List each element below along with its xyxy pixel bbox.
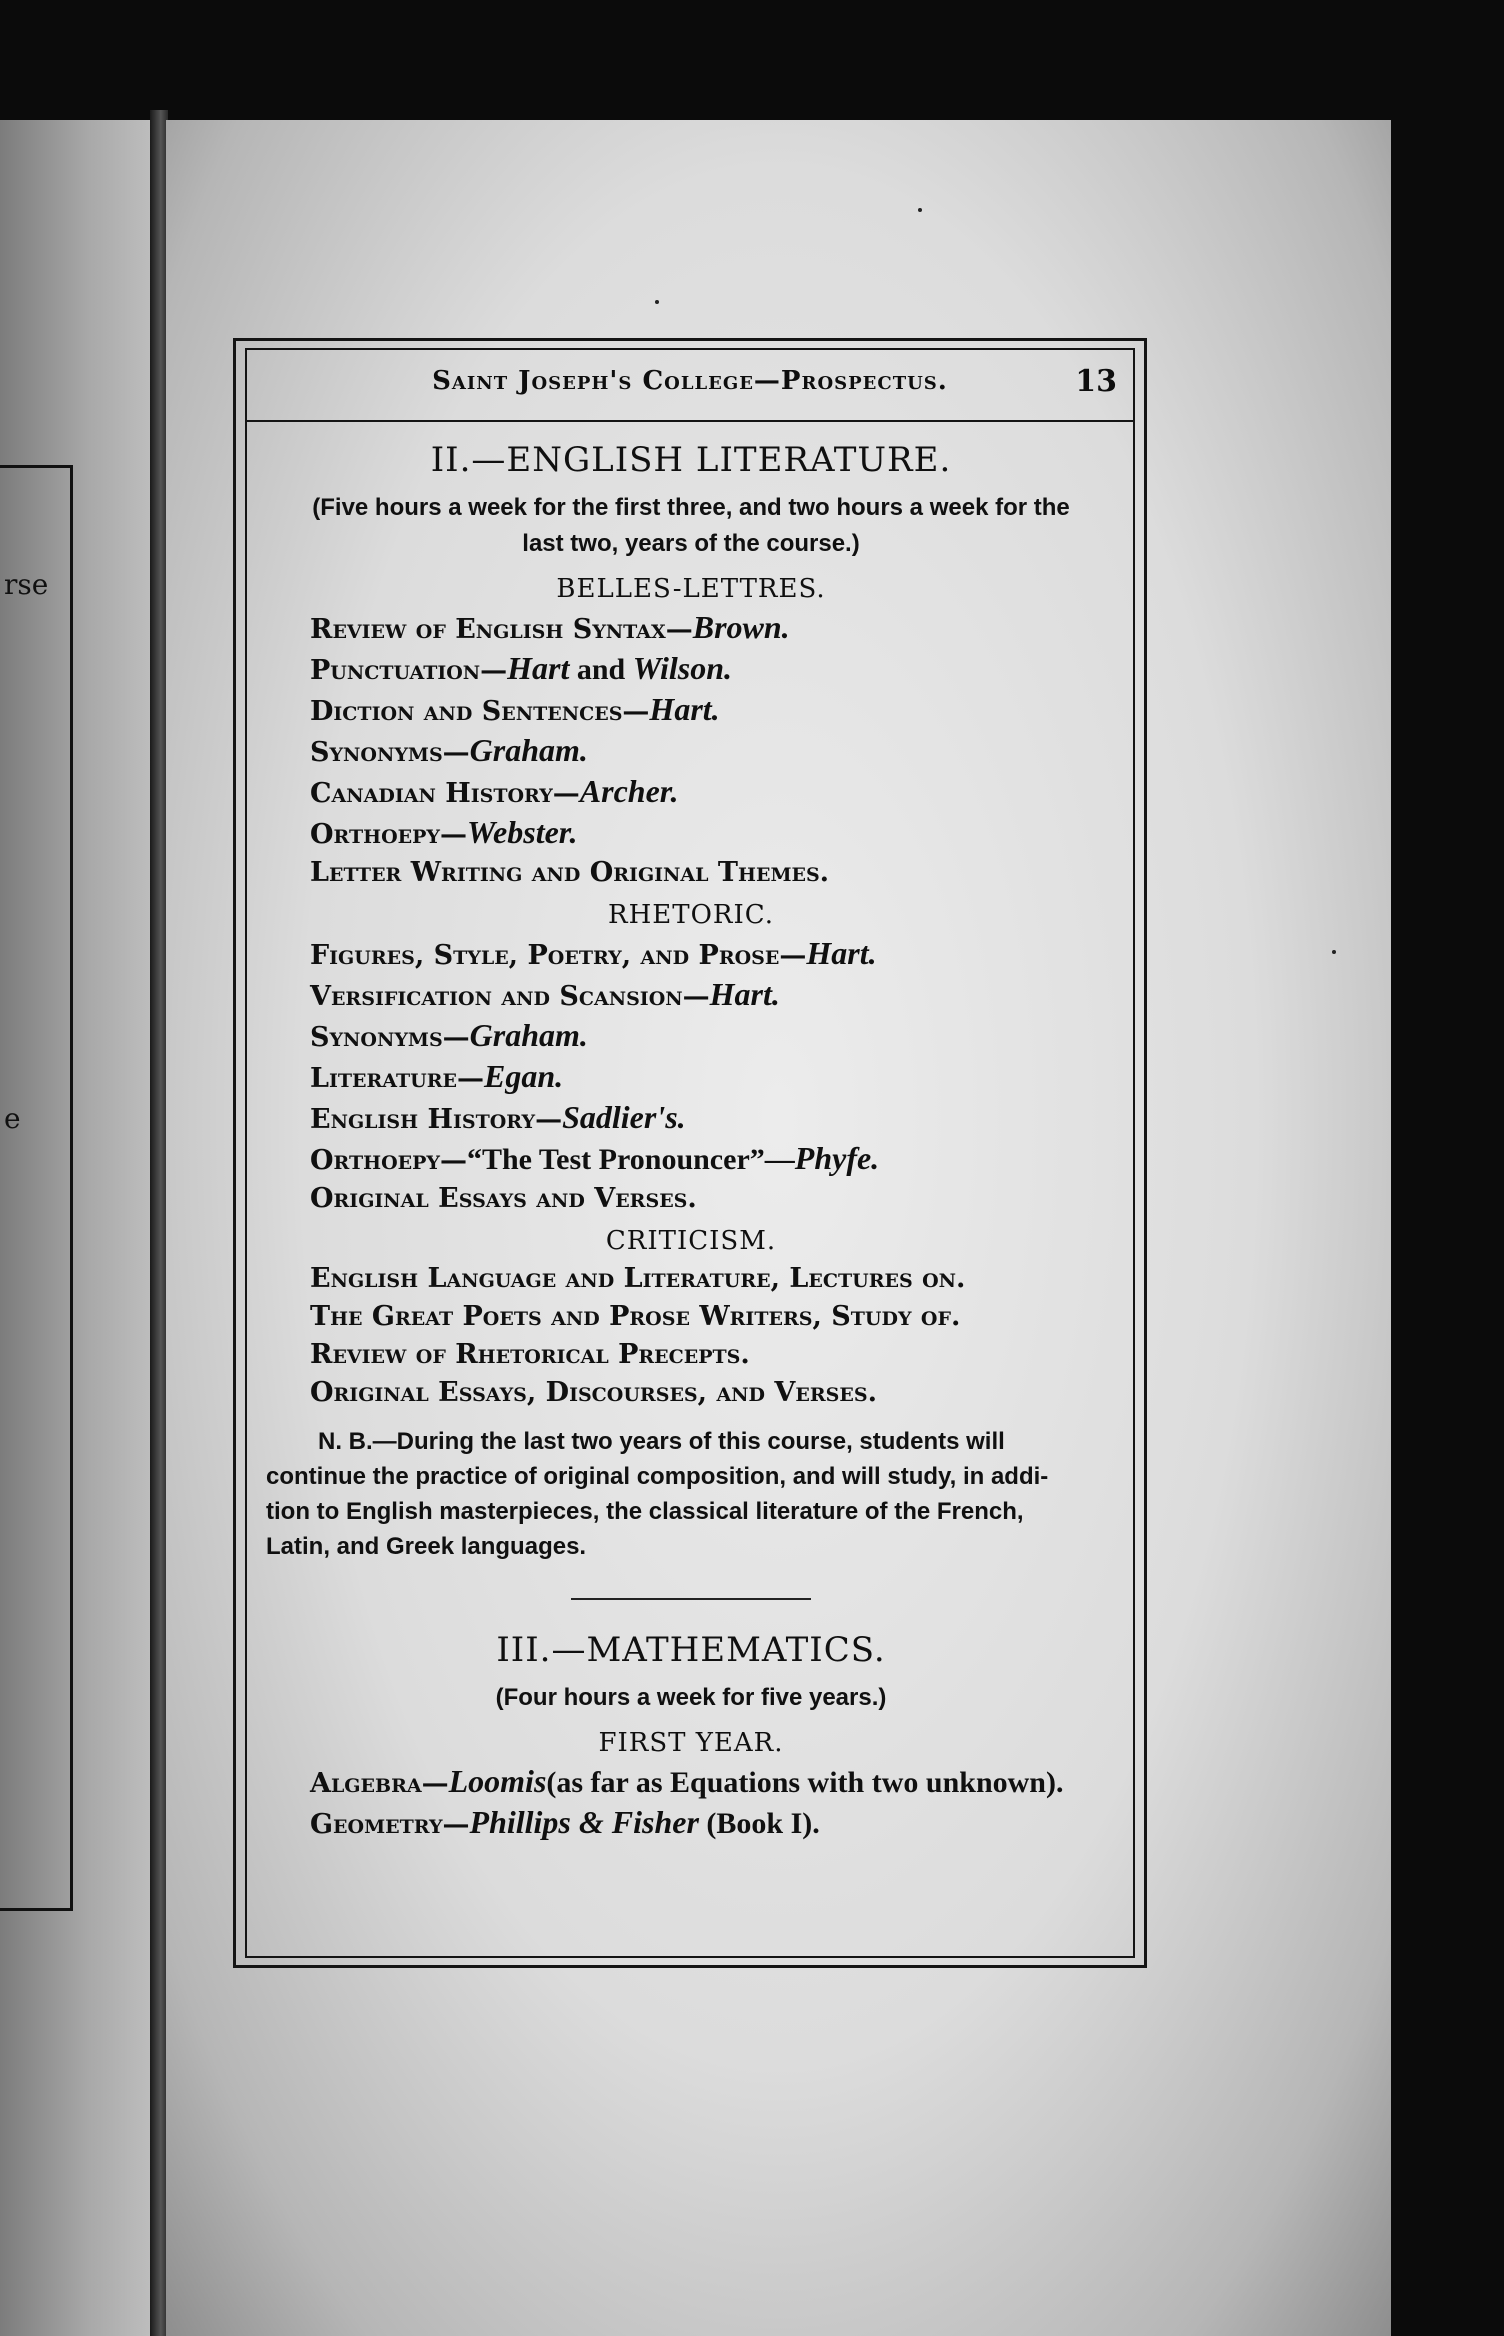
subheading-first-year: FIRST YEAR. (598, 1728, 784, 1758)
course-author: Loomis (448, 1763, 547, 1799)
page-content (262, 440, 1120, 1844)
course-line (310, 1180, 1120, 1218)
course-line (310, 1260, 1120, 1298)
subheading-belles-lettres: BELLES-LETTRES. (556, 574, 826, 604)
course-line (310, 1139, 1120, 1180)
course-author: Phillips & Fisher (469, 1804, 699, 1840)
course-line (310, 690, 1120, 731)
course-author: Hart. (709, 976, 780, 1012)
course-line (310, 1298, 1120, 1336)
scan-speck (1332, 950, 1336, 954)
course-author: Archer. (579, 773, 679, 809)
left-page-border (0, 465, 73, 1911)
course-author: Egan. (483, 1058, 564, 1094)
course-topic: English History— (310, 1104, 563, 1135)
course-topic: Canadian History— (310, 778, 580, 809)
course-author: Graham. (469, 732, 588, 768)
course-topic: Synonyms— (310, 1022, 470, 1053)
course-author: Hart. (649, 691, 720, 727)
left-page-text-fragment: e (4, 1102, 21, 1135)
course-author: Phyfe. (794, 1140, 880, 1176)
course-topic: Original Essays and Verses. (310, 1183, 697, 1214)
course-topic: Algebra— (310, 1768, 449, 1799)
course-line (310, 608, 1120, 649)
course-detail: (Book I). (698, 1807, 820, 1840)
left-page-fragment (0, 120, 150, 2336)
course-author: Webster. (466, 814, 578, 850)
note-line: tion to English masterpieces, the classical literature of the French, (266, 1498, 1024, 1525)
section-title-mathematics: III.—MATHEMATICS. (496, 1630, 886, 1670)
course-line (310, 1803, 1120, 1844)
course-topic: Versification and Scansion— (310, 981, 710, 1012)
note-line: Latin, and Greek languages. (266, 1533, 587, 1560)
running-head-title: Saint Joseph's College—Prospectus. (432, 366, 948, 396)
course-author: Wilson. (632, 650, 733, 686)
section-subtitle-line: last two, years of the course.) (522, 530, 860, 557)
course-quoted-title: “The Test Pronouncer”— (466, 1143, 795, 1176)
course-author: Hart (507, 650, 570, 686)
course-topic: Figures, Style, Poetry, and Prose— (310, 940, 807, 971)
course-line (310, 649, 1120, 690)
course-line (310, 1016, 1120, 1057)
note-line: N. B.—During the last two years of this course, students will (318, 1428, 1005, 1455)
course-line (310, 1374, 1120, 1412)
course-topic: Orthoepy— (310, 819, 467, 850)
course-conjunction: and (569, 653, 633, 686)
course-line (310, 1336, 1120, 1374)
section-subtitle-line: (Five hours a week for the first three, and two hours a week for the (312, 494, 1070, 521)
scan-speck (655, 300, 659, 304)
page-number: 13 (1075, 364, 1117, 399)
subheading-criticism: CRITICISM. (605, 1226, 777, 1256)
course-topic: Orthoepy— (310, 1145, 467, 1176)
course-topic: Diction and Sentences— (310, 696, 650, 727)
course-topic: The Great Poets and Prose Writers, Study of. (310, 1301, 961, 1332)
course-line (310, 772, 1120, 813)
course-topic: Geometry— (310, 1809, 470, 1840)
course-author: Brown. (692, 609, 790, 645)
course-topic: Letter Writing and Original Themes. (310, 857, 830, 888)
course-topic: Review of Rhetorical Precepts. (310, 1339, 750, 1370)
course-topic: Synonyms— (310, 737, 470, 768)
section-subtitle (262, 490, 1120, 562)
course-line (310, 731, 1120, 772)
running-head (245, 362, 1135, 422)
course-detail: (as far as Equations with two unknown). (546, 1766, 1064, 1799)
course-line (310, 1057, 1120, 1098)
course-line (310, 1098, 1120, 1139)
course-author: Hart. (806, 935, 877, 971)
course-topic: Original Essays, Discourses, and Verses. (310, 1377, 877, 1408)
scan-speck (918, 208, 922, 212)
nota-bene-note (266, 1424, 1114, 1564)
course-line (310, 1762, 1120, 1803)
left-page-text-fragment: rse (4, 568, 49, 601)
course-topic: Punctuation— (310, 655, 508, 686)
section-subtitle: (Four hours a week for five years.) (495, 1684, 887, 1711)
course-author: Graham. (469, 1017, 588, 1053)
course-author: Sadlier's. (562, 1099, 686, 1135)
course-line (310, 934, 1120, 975)
section-title-english-literature: II.—ENGLISH LITERATURE. (430, 440, 952, 480)
subheading-rhetoric: RHETORIC. (608, 900, 774, 930)
course-line (310, 813, 1120, 854)
course-topic: English Language and Literature, Lectures on. (310, 1263, 966, 1294)
section-divider (571, 1598, 811, 1600)
note-line: continue the practice of original composition, and will study, in addi- (266, 1463, 1049, 1490)
course-line (310, 975, 1120, 1016)
course-line (310, 854, 1120, 892)
course-topic: Literature— (310, 1063, 484, 1094)
course-topic: Review of English Syntax— (310, 614, 693, 645)
